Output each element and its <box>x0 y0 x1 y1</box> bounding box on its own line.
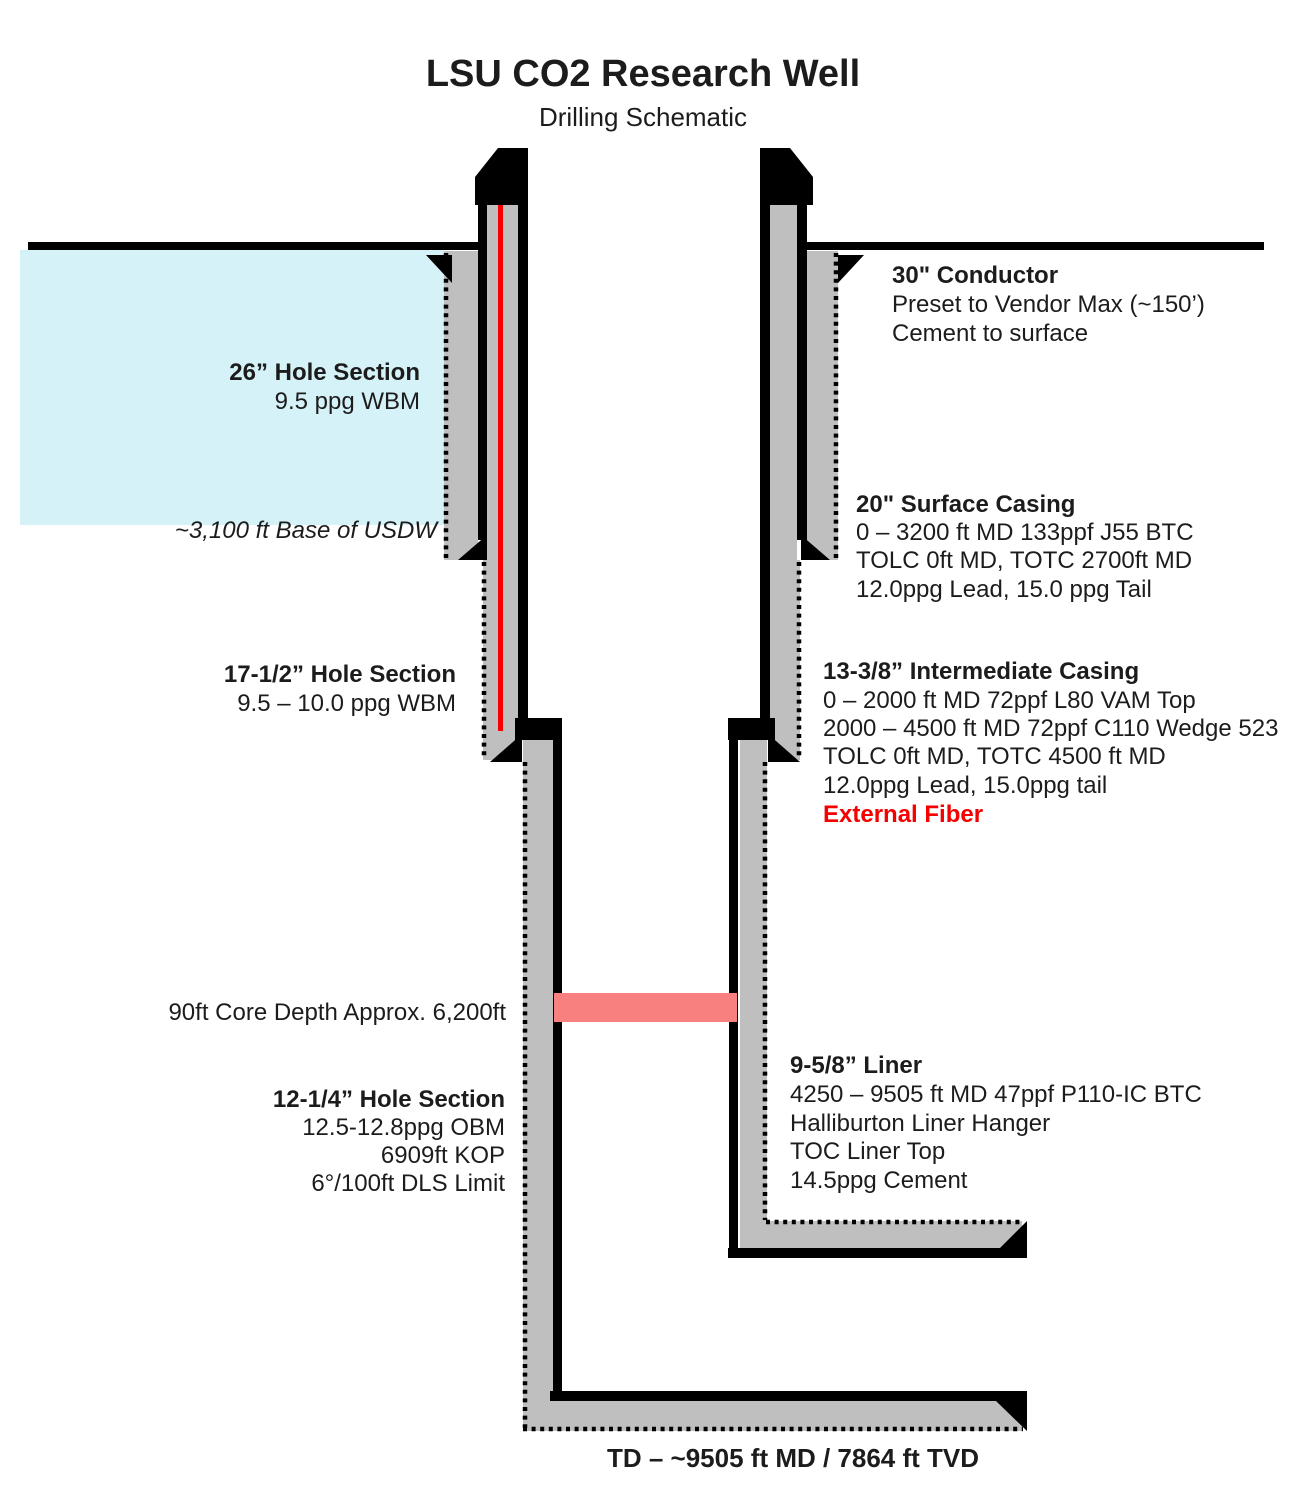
label-surface-casing <box>856 491 1194 603</box>
surface-line-3: 12.0ppg Lead, 15.0 ppg Tail <box>856 576 1152 603</box>
usdw-base-label: ~3,100 ft Base of USDW <box>174 517 437 544</box>
label-17-hole-section <box>224 661 456 717</box>
surface-line-2: TOLC 0ft MD, TOTC 2700ft MD <box>856 547 1193 574</box>
intermediate-line-1: 0 – 2000 ft MD 72ppf L80 VAM Top <box>823 687 1196 714</box>
intermediate-shoe-block-left <box>515 718 562 740</box>
liner-line-2: Halliburton Liner Hanger <box>790 1110 1051 1137</box>
open-hole-gray-left <box>523 740 555 1395</box>
wellhead-cap-right <box>760 148 813 205</box>
intermediate-line-4: 12.0ppg Lead, 15.0ppg tail <box>823 772 1108 799</box>
open-hole-wall-left <box>553 740 562 1401</box>
hole12-title: 12-1/4” Hole Section <box>272 1086 505 1113</box>
liner-line-4: 14.5ppg Cement <box>790 1167 968 1194</box>
ground-surface-line-right <box>807 242 1264 250</box>
surface-casing-wall-left <box>478 202 487 540</box>
surface-title: 20" Surface Casing <box>856 491 1076 518</box>
core-depth-label: 90ft Core Depth Approx. 6,200ft <box>168 999 506 1026</box>
hole12-line-3: 6°/100ft DLS Limit <box>311 1170 505 1197</box>
surface-casing-wall-right <box>797 202 807 540</box>
liner-title: 9-5/8” Liner <box>790 1052 923 1079</box>
conductor-line-2: Cement to surface <box>892 320 1089 347</box>
surface-line-1: 0 – 3200 ft MD 133ppf J55 BTC <box>856 519 1194 546</box>
hole26-title: 26” Hole Section <box>229 359 420 386</box>
conductor-line-1: Preset to Vendor Max (~150’) <box>892 291 1205 318</box>
external-fiber-line <box>498 205 503 731</box>
label-conductor <box>892 262 1205 347</box>
conductor-shoe-right <box>838 255 864 283</box>
hole12-line-2: 6909ft KOP <box>380 1142 505 1169</box>
intermediate-casing-gray-upper-right <box>770 202 797 560</box>
intermediate-line-3: TOLC 0ft MD, TOTC 4500 ft MD <box>823 743 1166 770</box>
ground-surface-line-left <box>28 242 478 250</box>
liner-line-3: TOC Liner Top <box>790 1138 946 1165</box>
wellhead-cap-left <box>475 148 528 205</box>
liner-line-1: 4250 – 9505 ft MD 47ppf P110-IC BTC <box>790 1081 1202 1108</box>
hole17-title: 17-1/2” Hole Section <box>223 661 456 688</box>
intermediate-title: 13-3/8” Intermediate Casing <box>823 658 1140 685</box>
label-intermediate-casing <box>823 658 1278 828</box>
intermediate-shoe-block-right <box>728 718 775 740</box>
surface-casing-annulus-right <box>807 251 838 560</box>
liner-lateral-bottom-line <box>728 1248 1027 1258</box>
intermediate-casing-wall-left <box>518 202 528 740</box>
td-label: TD – ~9505 ft MD / 7864 ft TVD <box>606 1443 980 1473</box>
external-fiber-label: External Fiber <box>823 801 984 828</box>
core-interval-marker <box>554 993 737 1022</box>
surface-casing-annulus-left <box>444 251 478 560</box>
td-lateral-top-line <box>550 1391 1027 1401</box>
hole17-line: 9.5 – 10.0 ppg WBM <box>237 690 456 717</box>
intermediate-casing-wall-right <box>760 202 770 740</box>
intermediate-line-2: 2000 – 4500 ft MD 72ppf C110 Wedge 523 <box>823 715 1279 742</box>
liner-lateral-gray-bar <box>740 1221 1022 1250</box>
hole12-line-1: 12.5-12.8ppg OBM <box>302 1114 505 1141</box>
page-title: LSU CO2 Research Well <box>425 53 861 95</box>
conductor-title: 30" Conductor <box>892 262 1059 289</box>
page-subtitle: Drilling Schematic <box>538 102 748 132</box>
label-liner <box>790 1052 1202 1194</box>
label-12-hole-section <box>273 1086 505 1197</box>
hole26-line: 9.5 ppg WBM <box>274 388 420 415</box>
